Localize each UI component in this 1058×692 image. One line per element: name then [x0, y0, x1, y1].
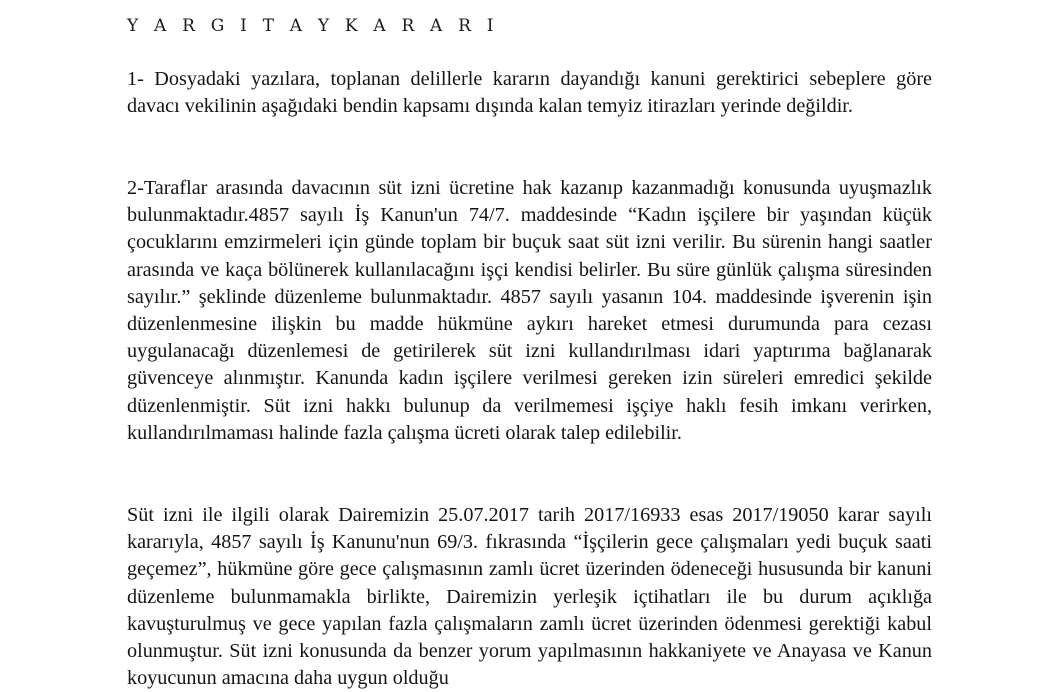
paragraph-1: 1- Dosyadaki yazılara, toplanan delillerle kararın dayandığı kanuni gerektirici sebeplere göre davacı vekilinin aşağıdaki bendin kapsamı dışında kalan temyiz itirazları yerinde değildir. — [127, 68, 932, 118]
paragraph-3: Süt izni ile ilgili olarak Dairemizin 25.07.2017 tarih 2017/16933 esas 2017/19050 karar sayılı kararıyla, 4857 sayılı İş Kanunu'nun 69/3. fıkrasında “İşçilerin gece çalışmaları yedi buçuk saati geçemez”, hükmüne göre gece çalışmasının zamlı ücret üzerinden ödeneceği hususunda bir kanuni düzenleme bulunmamakla birlikte, Dairemizin yerleşik içtihatları ile bu durum açıklığa kavuşturulmuş ve gece yapılan fazla çalışmaların zamlı ücret üzerinden ödenmesi gerektiği kabul olunmuştur. Süt izni konusunda da benzer yorum yapılmasının hakkaniyete ve Anayasa ve Kanun koyucunun amacına daha uygun olduğu — [127, 504, 932, 690]
document-title: Y A R G I T A Y K A R A R I — [127, 16, 499, 36]
paragraph-2: 2-Taraflar arasında davacının süt izni ücretine hak kazanıp kazanmadığı konusunda uyuşmazlık bulunmaktadır.4857 sayılı İş Kanun'un 74/7. maddesinde “Kadın işçilere bir yaşından küçük çocuklarını emzirmeleri için günde toplam bir buçuk saat süt izni verilir. Bu sürenin hangi saatler arasında ve kaça bölünerek kullanılacağını işçi kendisi belirler. Bu süre günlük çalışma süresinden sayılır.” şeklinde düzenleme bulunmaktadır. 4857 sayılı yasanın 104. maddesinde işverenin işin düzenlenmesine ilişkin bu madde hükmüne aykırı hareket etmesi durumunda para cezası uygulanacağı düzenlemesi de getirilerek süt izni kullandırılması idari yaptırıma bağlanarak güvenceye alınmıştır. Kanunda kadın işçilere verilmesi gereken izin süreleri emredici şekilde düzenlenmiştir. Süt izni hakkı bulunup da verilmemesi işçiye haklı fesih imkanı verirken, kullandırılmaması halinde fazla çalışma ücreti olarak talep edilebilir. — [127, 177, 932, 444]
